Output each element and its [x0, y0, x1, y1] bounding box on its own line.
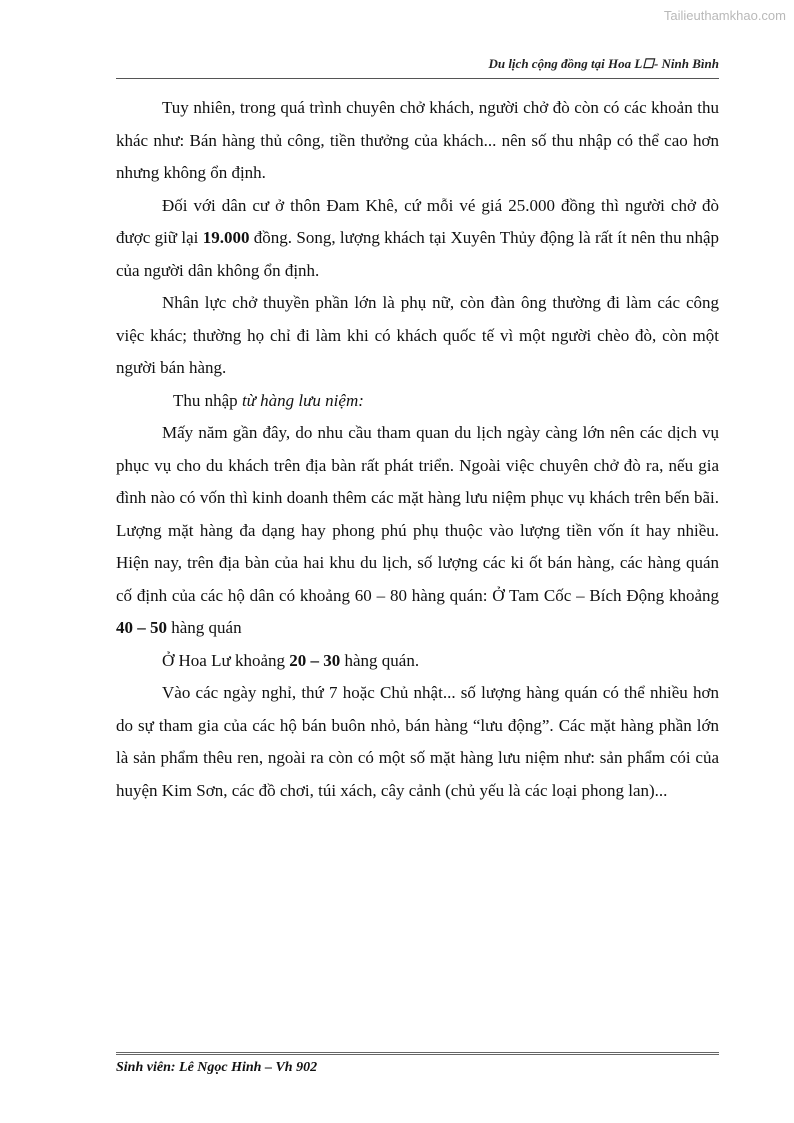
paragraph — [116, 190, 719, 288]
paragraph — [116, 417, 719, 645]
text-run: hàng quán. — [340, 650, 420, 670]
text-run: Ở Hoa Lư khoảng — [162, 650, 290, 670]
text-run: Thu nhập — [173, 390, 242, 410]
header-title: Du lịch cộng đồng tại Hoa L☐- Ninh Bình — [488, 56, 719, 71]
paragraph: Nhân lực chở thuyền phần lớn là phụ nữ, còn đàn ông thường đi làm các công việc khác; thường họ chỉ đi làm khi có khách quốc tế vì một người chèo đò, còn một người bán hàng. — [116, 293, 719, 377]
text-run: đồng. Song, lượng khách tại Xuyên Thủy động là rất ít nên thu nhập của người dân không ổn định. — [116, 228, 719, 280]
watermark: Tailieuthamkhao.com — [663, 8, 786, 23]
paragraph: Vào các ngày nghỉ, thứ 7 hoặc Chủ nhật... số lượng hàng quán có thể nhiều hơn do sự tham gia của các hộ bán buôn nhỏ, bán hàng “lưu động”. Các mặt hàng phần lớn là sản phẩm thêu ren, ngoài ra còn có một số mặt hàng lưu niệm như: sản phẩm cói của huyện Kim Sơn, các đồ chơi, túi xách, cây cảnh (chủ yếu là các loại phong lan)... — [116, 683, 719, 800]
bold-value: 19.000 — [202, 228, 250, 247]
bold-value: 40 – 50 — [116, 618, 167, 637]
text-run: Mấy năm gần đây, do nhu cầu tham quan du lịch ngày càng lớn nên các dịch vụ phục vụ cho du khách trên địa bàn rất phát triển. Ngoài việc chuyên chở đò ra, nếu gia đình nào có vốn thì kinh doanh thêm các mặt hàng lưu niệm phục vụ khách trên bến bãi. Lượng mặt hàng đa dạng hay phong phú phụ thuộc vào lượng tiền vốn ít hay nhiều. Hiện nay, trên địa bàn của hai khu du lịch, số lượng các ki ốt bán hàng, các hàng quán cố định của các hộ dân có khoảng 60 – 80 hàng quán: Ở Tam Cốc – Bích Động khoảng — [116, 423, 719, 605]
body-content — [116, 92, 719, 807]
page-footer: Sinh viên: Lê Ngọc Hinh – Vh 902 — [116, 1060, 318, 1075]
italic-text: từ hàng lưu niệm: — [241, 390, 364, 410]
header-rule — [116, 78, 719, 79]
page-header — [116, 56, 719, 75]
footer-rule — [116, 1052, 719, 1055]
bold-value: 20 – 30 — [289, 650, 341, 670]
paragraph: Tuy nhiên, trong quá trình chuyên chở khách, người chở đò còn có các khoản thu khác như: Bán hàng thủ công, tiền thưởng của khách... nên số thu nhập có thể cao hơn nhưng không ổn định. — [116, 98, 719, 182]
text-run: hàng quán — [167, 618, 242, 637]
section-heading — [116, 385, 719, 418]
text-run: Đối với dân cư ở thôn Đam Khê, cứ mỗi vé giá 25.000 đồng thì người chở đò được giữ lại — [116, 195, 719, 247]
paragraph — [116, 645, 719, 678]
